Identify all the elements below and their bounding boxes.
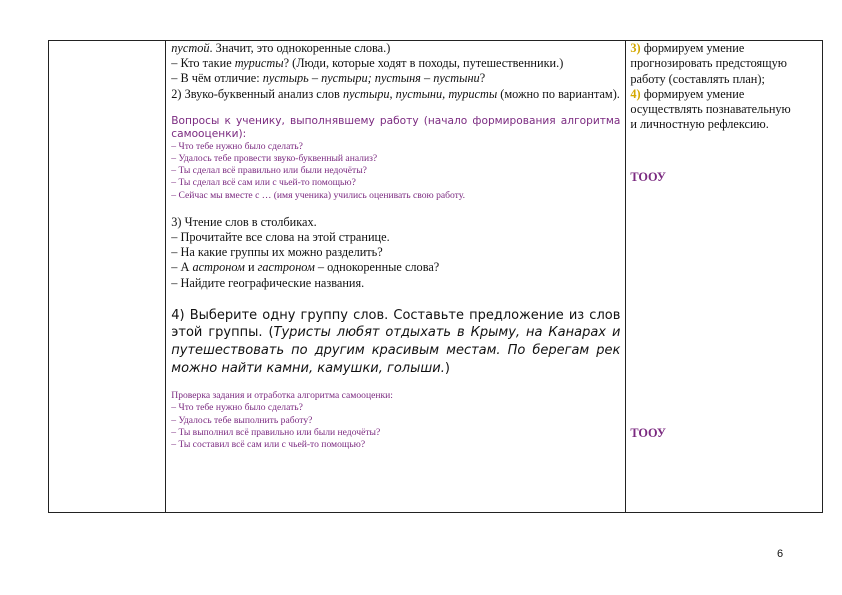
paragraph: – В чём отличие: пустырь – пустыри; пустыня – пустыни? [171,71,486,86]
paragraph: пустой. Значит, это однокоренные слова.) [171,41,391,55]
list-item: – Что тебе нужно было сделать? [171,140,303,152]
list-item: – Сейчас мы вместе с … (имя ученика) учились оценивать свою работу. [171,189,465,201]
paragraph: – А астроном и гастроном – однокоренные слова? [171,260,440,275]
page-number: 6 [777,548,784,560]
tooy-label: ТООУ [630,425,666,440]
goal-item: 4) формируем умение [630,86,745,101]
task-paragraph: 4) Выберите одну группу слов. Составьте предложение из слов этой группы. (Туристы любят отдыхать в Крыму, на Канарах и путешествовать по другим красивым местам. По берегам рек можно найти камни, камушки, голыши.) [171,307,621,376]
list-item: – Ты выполнил всё правильно или были недочёты? [171,426,381,438]
tooy-label: ТООУ [630,169,666,184]
paragraph: – На какие группы их можно разделить? [171,245,383,260]
list-item: – Удалось тебе провести звуко-буквенный анализ? [171,153,378,165]
list-item: – Что тебе нужно было сделать? [171,402,303,414]
list-item: – Ты сделал всё правильно или были недочёты? [171,165,367,177]
questions-header: Вопросы к ученику, выполнявшему работу (начало формирования алгоритма самооценки): [171,114,621,140]
right-column-cell [626,41,823,513]
paragraph: 2) Звуко-буквенный анализ слов пустыри, пустыни, туристы (можно по вариантам). [171,86,620,101]
lesson-table [48,40,823,513]
list-item: – Ты сделал всё сам или с чьей-то помощью? [171,177,356,189]
section-title: 3) Чтение слов в столбиках. [171,214,317,229]
table-row [49,41,823,513]
middle-column-cell [166,41,626,513]
paragraph: – Прочитайте все слова на этой странице. [171,230,390,245]
paragraph: – Найдите географические названия. [171,275,365,290]
list-item: – Ты составил всё сам или с чьей-то помощью? [171,439,366,451]
paragraph: – Кто такие туристы? (Люди, которые ходят в походы, путешественники.) [171,56,564,71]
list-item: – Удалось тебе выполнить работу? [171,414,313,426]
goal-item-line: работу (составлять план); [630,71,765,86]
goal-item-line: осуществлять познавательную [630,102,791,117]
goal-item-line: и личностную рефлексию. [630,117,769,132]
left-column-cell [49,41,166,513]
check-header: Проверка задания и отработка алгоритма самооценки: [171,390,393,402]
goal-item-line: прогнозировать предстоящую [630,56,787,71]
goal-item: 3) формируем умение [630,41,745,55]
